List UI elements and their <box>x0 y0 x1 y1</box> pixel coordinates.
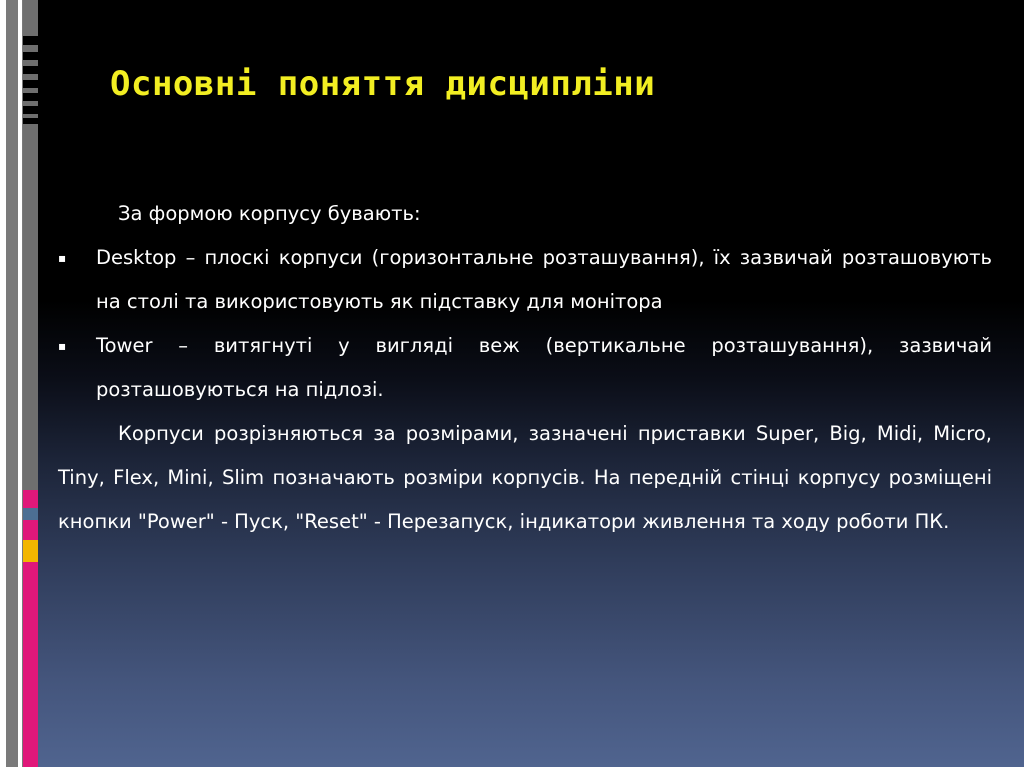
square-bullet-icon: ▪ <box>58 339 67 353</box>
decor-mark-teal <box>23 508 38 520</box>
decor-tick <box>23 36 38 45</box>
body-paragraph: Корпуси розрізняються за розмірами, зазначені приставки Super, Big, Midi, Micro, Tiny, Flex, Mini, Slim позначають розміри корпусів. На передній стінці корпусу розміщені кнопки "Power" - Пуск, "Reset" - Перезапуск, індикатори живлення та ходу роботи ПК. <box>58 422 992 533</box>
bullet-item-desktop <box>58 236 992 324</box>
decor-tick <box>23 52 38 60</box>
decor-tick <box>23 93 38 101</box>
decor-tick <box>23 118 38 124</box>
intro-text: За формою корпусу бувають: <box>118 202 421 225</box>
bullet-text: Tower – витягнуті у вигляді веж (вертикальне розташування), зазвичай розташовуються на підлозі. <box>96 334 992 401</box>
slide-title: Основні поняття дисципліни <box>110 64 656 104</box>
decor-bar-white-inner <box>18 0 22 767</box>
decor-tick <box>23 106 38 114</box>
bullet-text: Desktop – плоскі корпуси (горизонтальне розташування), їх зазвичай розташовують на столі та використовують як підставку для монітора <box>96 246 992 313</box>
bullet-item-tower <box>58 324 992 412</box>
decor-mark-yellow <box>23 540 38 562</box>
decor-tick <box>23 80 38 88</box>
square-bullet-icon: ▪ <box>58 251 67 265</box>
slide-content <box>58 192 992 544</box>
decor-tick <box>23 66 38 74</box>
